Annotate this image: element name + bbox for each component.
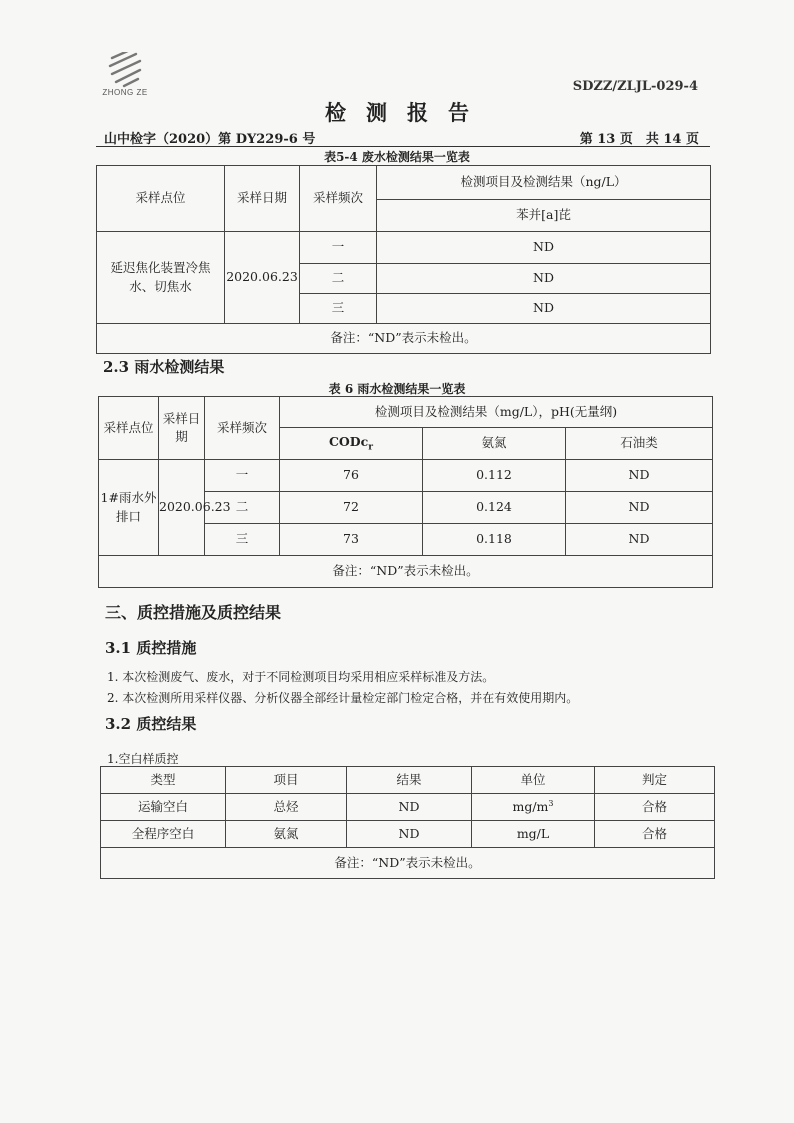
section-3-heading: 三、质控措施及质控结果 bbox=[105, 603, 282, 622]
cell-value: ND bbox=[377, 232, 711, 264]
header-judgement: 判定 bbox=[595, 767, 715, 794]
unit-superscript: 3 bbox=[548, 798, 554, 808]
unit-text: mg/L bbox=[516, 826, 550, 842]
cell-judgement: 合格 bbox=[595, 821, 715, 848]
logo-text: ZHONG ZE bbox=[102, 88, 148, 97]
header-site: 采样点位 bbox=[97, 166, 225, 232]
header-ammonia: 氨氮 bbox=[423, 428, 566, 460]
table-6-caption: 表 6 雨水检测结果一览表 bbox=[328, 382, 466, 396]
table-row bbox=[101, 821, 715, 848]
blank-sample-label: 1.空白样质控 bbox=[107, 752, 179, 766]
cell-unit bbox=[472, 794, 595, 821]
header-result: 结果 bbox=[347, 767, 472, 794]
table-5-4-caption: 表5-4 废水检测结果一览表 bbox=[324, 150, 470, 164]
header-test-group: 检测项目及检测结果（mg/L），pH(无量纲) bbox=[280, 397, 713, 428]
header-divider bbox=[96, 146, 710, 147]
section-3-2-heading: 3.2 质控结果 bbox=[105, 715, 197, 733]
header-type: 类型 bbox=[101, 767, 226, 794]
cell-result: ND bbox=[347, 821, 472, 848]
table-note: 备注：“ND”表示未检出。 bbox=[99, 556, 713, 588]
cell-cod: 76 bbox=[280, 460, 423, 492]
cell-item: 氨氮 bbox=[226, 821, 347, 848]
cell-frequency: 二 bbox=[300, 264, 377, 294]
cell-frequency: 三 bbox=[205, 524, 280, 556]
cell-petroleum: ND bbox=[566, 492, 713, 524]
cell-date: 2020.06.23 bbox=[225, 232, 300, 324]
cell-ammonia: 0.118 bbox=[423, 524, 566, 556]
header-test-group: 检测项目及检测结果（ng/L） bbox=[377, 166, 711, 200]
page-number: 第 13 页 共 14 页 bbox=[579, 132, 699, 147]
header-frequency: 采样频次 bbox=[300, 166, 377, 232]
cell-ammonia: 0.124 bbox=[423, 492, 566, 524]
cell-frequency: 三 bbox=[300, 294, 377, 324]
table-5-4 bbox=[96, 165, 711, 354]
header-unit: 单位 bbox=[472, 767, 595, 794]
table-note: 备注：“ND”表示未检出。 bbox=[101, 848, 715, 879]
cell-cod: 72 bbox=[280, 492, 423, 524]
header-petroleum: 石油类 bbox=[566, 428, 713, 460]
cell-cod: 73 bbox=[280, 524, 423, 556]
cell-petroleum: ND bbox=[566, 524, 713, 556]
unit-text: mg/m bbox=[512, 799, 549, 815]
cell-site: 1#雨水外排口 bbox=[99, 460, 159, 556]
header-frequency: 采样频次 bbox=[205, 397, 280, 460]
header-site: 采样点位 bbox=[99, 397, 159, 460]
cell-frequency: 一 bbox=[300, 232, 377, 264]
cod-subscript: r bbox=[368, 442, 374, 453]
cell-type: 全程序空白 bbox=[101, 821, 226, 848]
cell-ammonia: 0.112 bbox=[423, 460, 566, 492]
table-row bbox=[97, 232, 711, 264]
cod-label: CODc bbox=[328, 433, 369, 449]
logo-icon bbox=[100, 52, 150, 88]
company-logo bbox=[100, 52, 150, 98]
cell-petroleum: ND bbox=[566, 460, 713, 492]
blank-sample-table bbox=[100, 766, 715, 879]
header-cod bbox=[280, 428, 423, 460]
section-3-1-heading: 3.1 质控措施 bbox=[105, 639, 197, 657]
table-6 bbox=[98, 396, 713, 588]
cell-frequency: 二 bbox=[205, 492, 280, 524]
report-number: 山中检字（2020）第 DY229-6 号 bbox=[104, 132, 316, 147]
cell-judgement: 合格 bbox=[595, 794, 715, 821]
header-date: 采样日期 bbox=[159, 397, 205, 460]
cell-value: ND bbox=[377, 294, 711, 324]
measure-item: 1. 本次检测废气、废水，对于不同检测项目均采用相应采样标准及方法。 bbox=[107, 670, 495, 684]
cell-value: ND bbox=[377, 264, 711, 294]
table-row bbox=[101, 794, 715, 821]
header-benzopyrene: 苯并[a]芘 bbox=[377, 200, 711, 232]
header-date: 采样日期 bbox=[225, 166, 300, 232]
cell-item: 总烃 bbox=[226, 794, 347, 821]
cell-type: 运输空白 bbox=[101, 794, 226, 821]
measure-item: 2. 本次检测所用采样仪器、分析仪器全部经计量检定部门检定合格，并在有效使用期内。 bbox=[107, 691, 579, 705]
cell-date: 2020.06.23 bbox=[159, 460, 205, 556]
header-item: 项目 bbox=[226, 767, 347, 794]
cell-frequency: 一 bbox=[205, 460, 280, 492]
document-number: SDZZ/ZLJL-029-4 bbox=[572, 79, 698, 94]
cell-site: 延迟焦化装置冷焦水、切焦水 bbox=[97, 232, 225, 324]
cell-result: ND bbox=[347, 794, 472, 821]
table-row bbox=[99, 460, 713, 492]
page-title: 检测报告 bbox=[325, 100, 489, 125]
section-2-3-heading: 2.3 雨水检测结果 bbox=[103, 358, 225, 376]
cell-unit bbox=[472, 821, 595, 848]
table-note: 备注：“ND”表示未检出。 bbox=[97, 324, 711, 354]
